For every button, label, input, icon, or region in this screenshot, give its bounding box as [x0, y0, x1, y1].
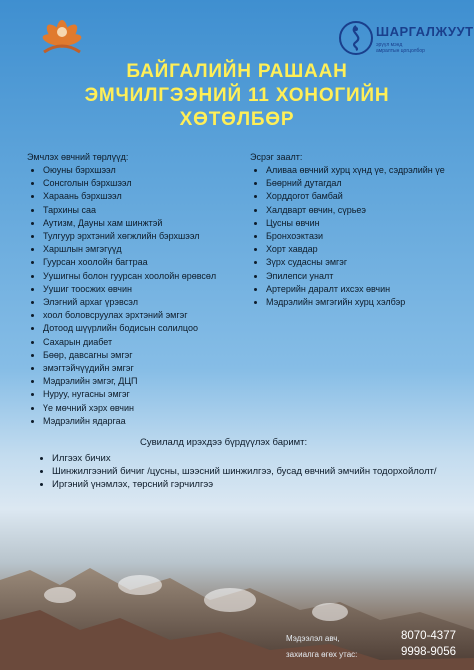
- info-phone[interactable]: 8070-4377: [401, 630, 456, 642]
- page-title: [60, 60, 414, 132]
- list-item: • Эпилепси уналт: [266, 270, 445, 283]
- brand-tagline-line2: амралтын цогцолбор: [376, 48, 425, 54]
- list-item: • Халдварт өвчин, сүрьеэ: [266, 204, 445, 217]
- list-item: • Сахарын диабет: [43, 336, 216, 349]
- brand-name: ШАРГАЛЖУУТ: [376, 24, 474, 39]
- list-item: • Мэдрэлийн эмгэгийн хурц хэлбэр: [266, 296, 445, 309]
- list-item: • эмэгтэйчүүдийн эмгэг: [43, 362, 216, 375]
- title-line3: ХӨТӨЛБӨР: [179, 109, 295, 130]
- required-documents-section: [36, 437, 446, 491]
- list-item: • Мэдрэлийн эмгэг, ДЦП: [43, 375, 216, 388]
- list-item: • Бөөрний дутагдал: [266, 177, 445, 190]
- contraindications-section: [250, 152, 445, 309]
- list-item: • Мэдрэлийн ядаргаа: [43, 415, 216, 428]
- list-item: • Дотоод шүүрлийн бодисын солилцоо: [43, 322, 216, 335]
- list-item: • Артерийн даралт ихсэх өвчин: [266, 283, 445, 296]
- list-item: • Уушиг тоосжих өвчин: [43, 283, 216, 296]
- list-item: • Тулгуур эрхтэний хөгжлийн бэрхшээл: [43, 230, 216, 243]
- list-item: • Бронхоэктази: [266, 230, 445, 243]
- list-item: • Гуурсан хоолойн багтраа: [43, 256, 216, 269]
- documents-heading: Сувилалд ирэхдээ бүрдүүлэх баримт:: [140, 437, 308, 448]
- list-item: • Цусны өвчин: [266, 217, 445, 230]
- contraindications-heading: Эсрэг заалт:: [250, 152, 303, 162]
- indications-heading: Эмчлэх өвчний төрлүүд:: [27, 152, 129, 162]
- title-line1: БАЙГАЛИЙН РАШААН: [126, 61, 348, 82]
- list-item: • Аливаа өвчний хурц хүнд үе, сэдрэлийн үе: [266, 164, 445, 177]
- list-item: • Зүрх судасны эмгэг: [266, 256, 445, 269]
- list-item: • Илгээх бичих: [52, 452, 446, 465]
- list-item: • Нуруу, нугасны эмгэг: [43, 388, 216, 401]
- list-item: • Элэгний архаг үрэвсэл: [43, 296, 216, 309]
- info-label: Мэдээлэл авч,: [286, 634, 340, 643]
- brand-tagline-line1: эрүүл мэнд: [376, 42, 403, 48]
- shargaljuut-logo: [338, 18, 474, 62]
- list-item: • Сонсголын бэрхшээл: [43, 177, 216, 190]
- list-item: • Иргэний үнэмлэх, төрсний гэрчилгээ: [52, 478, 446, 491]
- contact-info: [286, 628, 456, 664]
- booking-label: захиалга өгөх утас:: [286, 650, 358, 659]
- indications-list: [27, 164, 216, 428]
- list-item: • Оюуны бэрхшээл: [43, 164, 216, 177]
- title-line2: ЭМЧИЛГЭЭНИЙ 11 ХОНОГИЙН: [84, 85, 390, 106]
- list-item: • Хараань бэрхшээл: [43, 190, 216, 203]
- list-item: • хоол боловсруулах эрхтэний эмгэг: [43, 309, 216, 322]
- list-item: • Аутизм, Дауны хам шинжтэй: [43, 217, 216, 230]
- list-item: • Шинжилгээний бичиг /цусны, шээсний шинжилгээ, бусад өвчний эмчийн тодорхойлолт/: [52, 465, 446, 478]
- shargaljuut-emblem-icon: [338, 20, 374, 56]
- brand-tagline: [376, 42, 425, 54]
- list-item: • Бөөр, давсагны эмгэг: [43, 349, 216, 362]
- list-item: • Тархины саа: [43, 204, 216, 217]
- list-item: • Харшлын эмгэгүүд: [43, 243, 216, 256]
- documents-list: [36, 452, 446, 491]
- list-item: • Хорт хавдар: [266, 243, 445, 256]
- organization-logo-left: [32, 12, 92, 62]
- list-item: • Хорддогот бамбай: [266, 190, 445, 203]
- list-item: • Уушигны болон гуурсан хоолойн өрөвсөл: [43, 270, 216, 283]
- contraindications-list: [250, 164, 445, 309]
- list-item: • Үе мөчний хэрх өвчин: [43, 402, 216, 415]
- booking-phone[interactable]: 9998-9056: [401, 646, 456, 658]
- indications-section: [27, 152, 216, 428]
